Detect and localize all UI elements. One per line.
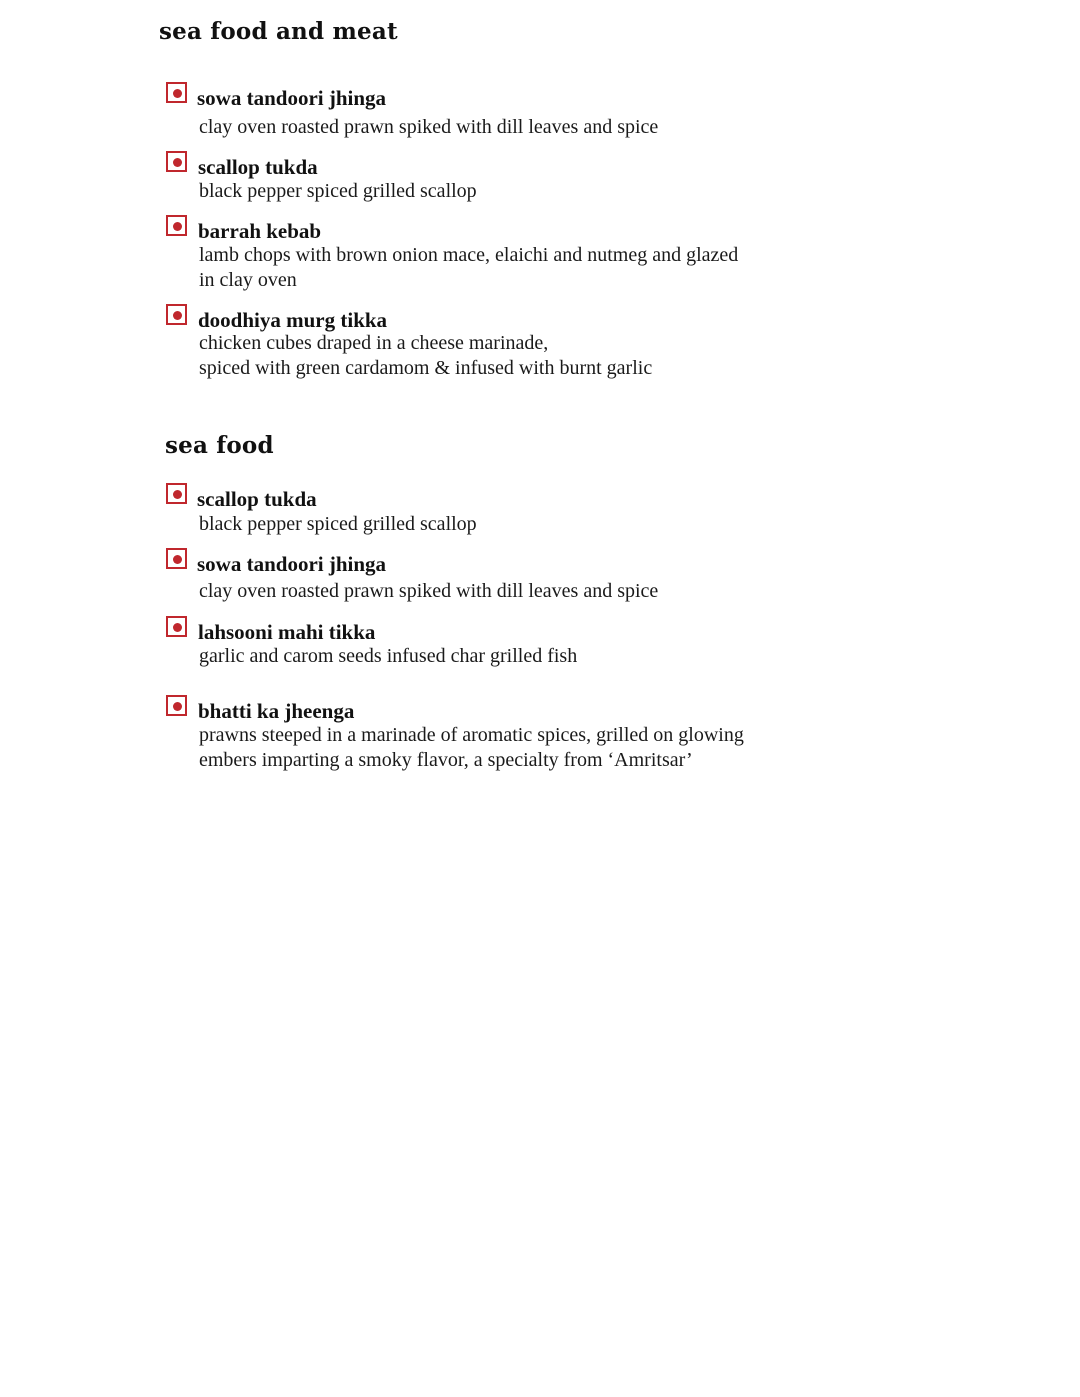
item-description: garlic and carom seeds infused char grilled fish — [199, 645, 578, 667]
non-veg-mark-icon — [166, 548, 187, 569]
item-description: black pepper spiced grilled scallop — [199, 513, 477, 535]
non-veg-mark-icon — [166, 695, 187, 716]
item-name: scallop tukda — [197, 487, 317, 511]
item-name: barrah kebab — [198, 219, 322, 243]
section-title-sea-food: sea food — [165, 432, 274, 459]
item-description: prawns steeped in a marinade of aromatic spices, grilled on glowing — [199, 724, 744, 746]
item-description: lamb chops with brown onion mace, elaichi and nutmeg and glazed — [199, 244, 739, 266]
item-description: clay oven roasted prawn spiked with dill leaves and spice — [199, 116, 659, 138]
non-veg-mark-icon — [166, 483, 187, 504]
item-description: black pepper spiced grilled scallop — [199, 180, 477, 202]
item-name: scallop tukda — [198, 155, 318, 179]
non-veg-mark-icon — [166, 151, 187, 172]
item-name: doodhiya murg tikka — [198, 308, 388, 332]
item-name: lahsooni mahi tikka — [198, 620, 376, 644]
item-description: chicken cubes draped in a cheese marinade, — [199, 332, 549, 354]
non-veg-mark-icon — [166, 82, 187, 103]
item-name: sowa tandoori jhinga — [197, 552, 387, 576]
item-name: bhatti ka jheenga — [198, 699, 355, 723]
non-veg-mark-icon — [166, 616, 187, 637]
non-veg-mark-icon — [166, 304, 187, 325]
item-name: sowa tandoori jhinga — [197, 86, 387, 110]
non-veg-mark-icon — [166, 215, 187, 236]
item-description: spiced with green cardamom & infused with burnt garlic — [199, 357, 653, 379]
item-description: in clay oven — [199, 269, 297, 291]
item-description: clay oven roasted prawn spiked with dill leaves and spice — [199, 580, 659, 602]
section-title-sea-food-and-meat: sea food and meat — [159, 18, 398, 45]
item-description: embers imparting a smoky flavor, a specialty from ‘Amritsar’ — [199, 749, 693, 771]
